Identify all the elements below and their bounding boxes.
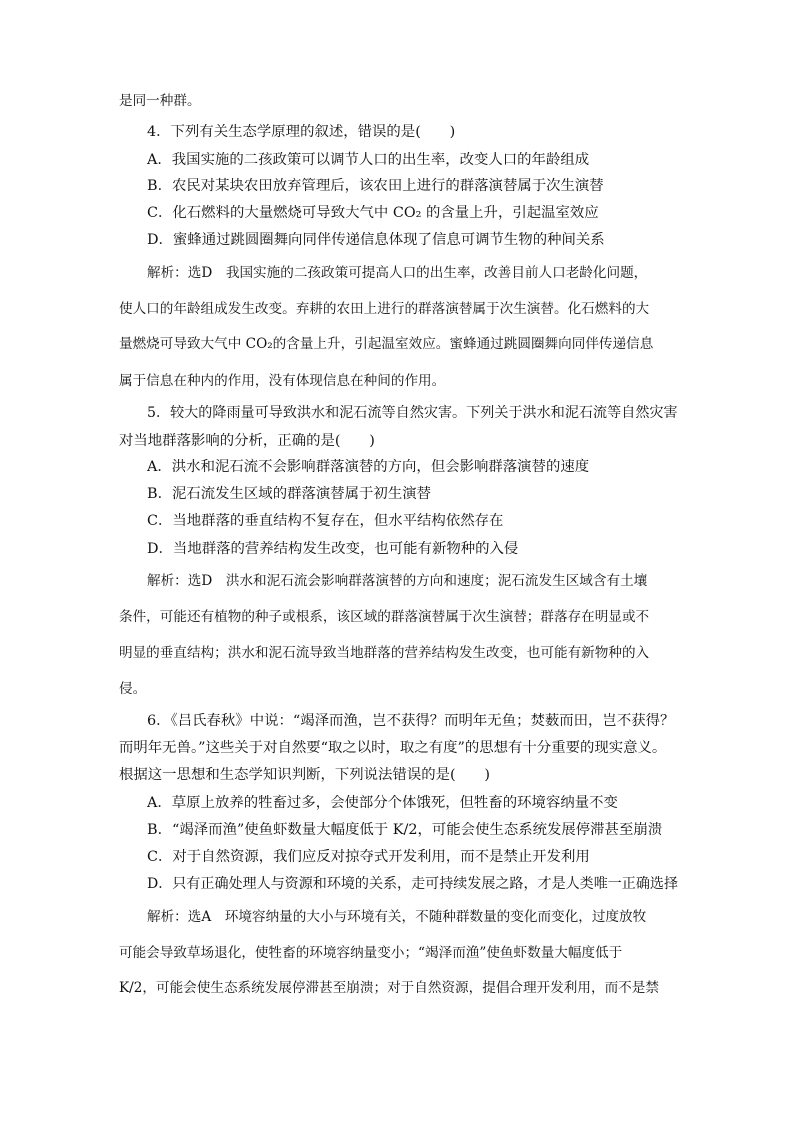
question-text-line: D．只有正确处理人与资源和环境的关系，走可持续发展之路，才是人类唯一正确选择 bbox=[147, 876, 678, 892]
question-text-line: A．洪水和泥石流不会影响群落演替的方向，但会影响群落演替的速度 bbox=[147, 459, 590, 475]
answer-text-line: 侵。 bbox=[119, 681, 147, 697]
question-text-line: 根据这一思想和生态学知识判断，下列说法错误的是( ) bbox=[119, 767, 490, 783]
question-text-line: A．草原上放养的牲畜过多，会使部分个体饿死，但牲畜的环境容纳量不变 bbox=[147, 795, 618, 811]
question-text-line: 对当地群落影响的分析，正确的是( ) bbox=[119, 433, 375, 449]
question-text-line: B．泥石流发生区域的群落演替属于初生演替 bbox=[147, 486, 431, 502]
answer-text-line: 解析：选D 我国实施的二孩政策可提高人口的出生率，改善目前人口老龄化问题， bbox=[147, 265, 648, 281]
answer-text-line: 解析：选A 环境容纳量的大小与环境有关，不随种群数量的变化而变化，过度放牧 bbox=[147, 909, 647, 925]
question-text-line: B．农民对某块农田放弃管理后，该农田上进行的群落演替属于次生演替 bbox=[147, 178, 604, 194]
question-text-line: A．我国实施的二孩政策可以调节人口的出生率，改变人口的年龄组成 bbox=[147, 152, 590, 168]
answer-text-line: 解析：选D 洪水和泥石流会影响群落演替的方向和速度；泥石流发生区域含有土壤 bbox=[147, 573, 648, 589]
question-text-line: C．对于自然资源，我们应反对掠夺式开发利用，而不是禁止开发利用 bbox=[147, 849, 590, 865]
answer-text-line: 使人口的年龄组成发生改变。弃耕的农田上进行的群落演替属于次生演替。化石燃料的大 bbox=[119, 301, 650, 317]
question-text-line: 6．《吕氏春秋》中说：“竭泽而渔，岂不获得？而明年无鱼；焚薮而田，岂不获得？ bbox=[147, 713, 675, 729]
question-text-line: D．当地群落的营养结构发生改变，也可能有新物种的入侵 bbox=[147, 541, 519, 557]
answer-text-line: 明显的垂直结构；洪水和泥石流导致当地群落的营养结构发生改变，也可能有新物种的入 bbox=[119, 645, 650, 661]
question-text-line: 4．下列有关生态学原理的叙述，错误的是( ) bbox=[147, 124, 456, 140]
question-text-line: D．蜜蜂通过跳圆圈舞向同伴传递信息体现了信息可调节生物的种间关系 bbox=[147, 232, 605, 248]
question-text-line: C．化石燃料的大量燃烧可导致大气中 CO₂ 的含量上升，引起温室效应 bbox=[147, 205, 599, 221]
answer-text-line: 量燃烧可导致大气中 CO₂的含量上升，引起温室效应。蜜蜂通过跳圆圈舞向同伴传递信息 bbox=[119, 336, 654, 352]
answer-text-line: 可能会导致草场退化，使牲畜的环境容纳量变小；“竭泽而渔”使鱼虾数量大幅度低于 bbox=[119, 945, 623, 961]
question-text-line: 5．较大的降雨量可导致洪水和泥石流等自然灾害。下列关于洪水和泥石流等自然灾害 bbox=[147, 405, 678, 421]
question-text-line: B．“竭泽而渔”使鱼虾数量大幅度低于 K/2，可能会使生态系统发展停滞甚至崩溃 bbox=[147, 822, 663, 838]
answer-text-line: 条件，可能还有植物的种子或根系，该区域的群落演替属于次生演替；群落存在明显或不 bbox=[119, 609, 650, 625]
answer-text-line: K/2，可能会使生态系统发展停滞甚至崩溃；对于自然资源，提倡合理开发利用，而不是禁 bbox=[119, 980, 659, 996]
answer-text-line: 是同一种群。 bbox=[119, 93, 201, 109]
question-text-line: 而明年无兽。”这些关于对自然要“取之以时，取之有度”的思想有十分重要的现实意义。 bbox=[119, 740, 667, 756]
question-text-line: C．当地群落的垂直结构不复存在，但水平结构依然存在 bbox=[147, 513, 504, 529]
answer-text-line: 属于信息在种内的作用，没有体现信息在种间的作用。 bbox=[119, 373, 446, 389]
